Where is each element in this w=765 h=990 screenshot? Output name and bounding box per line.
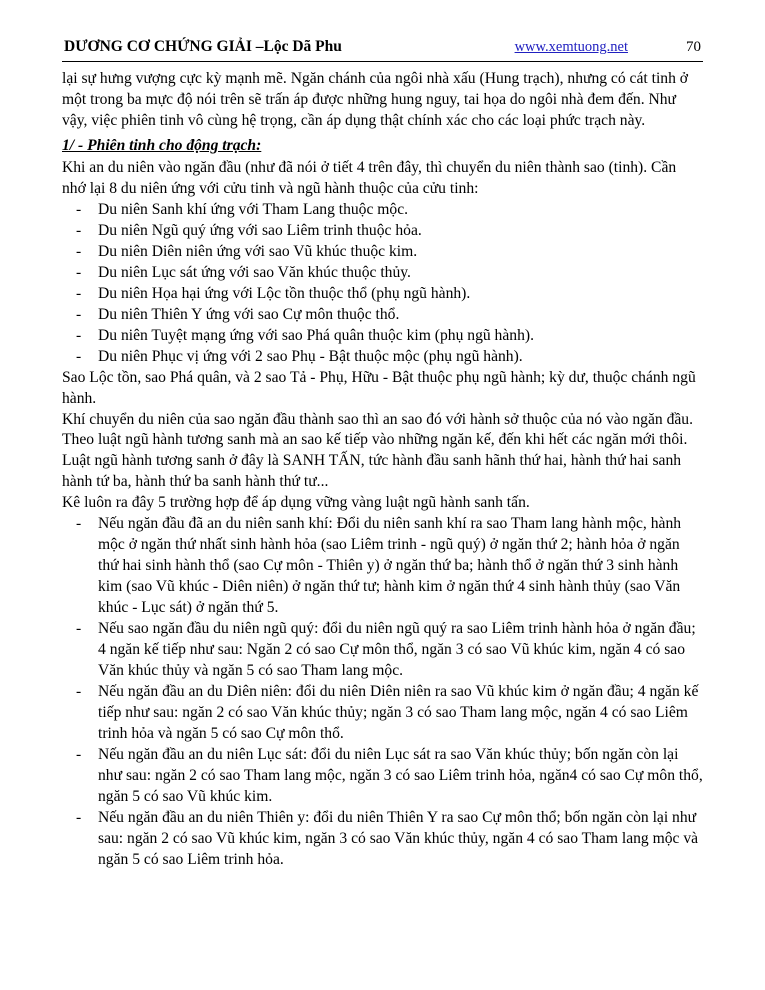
list-item [62,619,703,682]
dash-marker: - [76,200,82,218]
list-item [62,242,703,263]
dash-marker: - [76,263,82,281]
section-heading: 1/ - Phiên tinh cho động trạch: [62,136,262,154]
page-header [62,38,703,61]
paragraph-2: Sao Lộc tồn, sao Phá quân, và 2 sao Tả - Phụ, Hữu - Bật thuộc phụ ngũ hành; kỳ dư, thuộc chánh ngũ hành. [62,368,696,407]
list-item-text: Du niên Sanh khí ứng với Tham Lang thuộc mộc. [98,200,409,218]
intro-paragraph: lại sự hưng vượng cực kỳ mạnh mẽ. Ngăn chánh của ngôi nhà xấu (Hung trạch), nhưng có cát tinh ở một trong ba mực độ nói trên sẽ trấn áp được những hung nguy, tai họa do ngôi nhà đem đến. Như vậy, việc phiên tinh vô cùng hệ trọng, cần áp dụng thật chính xác cho các loại phức trạch này. [62,70,689,129]
paragraph-3: Khí chuyển du niên của sao ngăn đầu thành sao thì an sao đó với hành sở thuộc của nó vào ngăn đầu. Theo luật ngũ hành tương sanh mà an sao kế tiếp vào những ngăn kế, đến khi hết các ngăn mới thôi. Luật ngũ hành tương sanh ở đây là SANH TẤN, tức hành đầu sanh hãnh thứ hai, hành thứ hai sanh hành tứ ba, hành thứ ba sanh hành thứ tư... [62,410,693,491]
dash-marker: - [76,242,82,260]
dash-marker: - [76,746,82,763]
list-item [62,347,703,368]
dash-marker: - [76,347,82,365]
list-item-text: Du niên Lục sát ứng với sao Văn khúc thuộc thủy. [98,263,411,281]
list-item-text: Nếu ngăn đầu an du niên Lục sát: đổi du niên Lục sát ra sao Văn khúc thủy; bốn ngăn còn lại như sau: ngăn 2 có sao Tham lang mộc, ngăn 3 có sao Liêm trinh hỏa, ngăn4 có sao Cự môn thổ, ngăn 5 có sao Vũ khúc kim. [98,746,703,805]
dash-marker: - [76,221,82,239]
list-item-text: Nếu ngăn đầu an du niên Thiên y: đổi du niên Thiên Y ra sao Cự môn thổ; bốn ngăn còn lại như sau: ngăn 2 có sao Vũ khúc kim, ngăn 3 có sao Văn khúc thủy, ngăn 4 có sao Tham lang mộc và ngăn 5 có sao Liêm trinh hỏa. [98,808,699,868]
book-title: DƯƠNG CƠ CHỨNG GIẢI –Lộc Dã Phu [64,38,342,55]
dash-marker: - [76,284,82,302]
list-item [62,221,703,242]
paragraph-4: Kê luôn ra đây 5 trường hợp để áp dụng vững vàng luật ngũ hành sanh tấn. [62,494,530,512]
du-nien-list [62,200,703,368]
list-item-text: Du niên Họa hại ứng với Lộc tồn thuộc thổ (phụ ngũ hành). [98,284,471,302]
header-divider [62,61,703,62]
page-body [62,69,703,871]
list-item-text: Nếu sao ngăn đầu du niên ngũ quý: đổi du niên ngũ quý ra sao Liêm trinh hành hỏa ở ngăn đầu; 4 ngăn kế tiếp như sau: Ngăn 2 có sao Cự môn thổ, ngăn 3 có sao Vũ khúc kim, ngăn 4 có sao Văn khúc thủy và ngăn 5 có sao Tham lang mộc. [98,620,696,680]
list-item [62,682,703,745]
paragraph-after-heading: Khi an du niên vào ngăn đầu (như đã nói ở tiết 4 trên đây, thì chuyển du niên thành sao (tinh). Cần nhớ lại 8 du niên ứng với cửu tinh và ngũ hành thuộc của cửu tinh: [62,158,677,197]
list-item-text: Du niên Thiên Y ứng với sao Cự môn thuộc thổ. [98,305,400,323]
list-item [62,326,703,347]
list-item-text: Nếu ngăn đầu an du Diên niên: đổi du niên Diên niên ra sao Vũ khúc kim ở ngăn đầu; 4 ngăn kế tiếp như sau: ngăn 2 có sao Văn khúc thủy; ngăn 3 có sao Tham lang mộc, ngăn 4 có sao Liêm trinh hỏa và ngăn 5 có sao Cự môn thổ. [98,683,699,743]
list-item [62,514,703,619]
website-link[interactable]: www.xemtuong.net [514,39,628,55]
list-item [62,305,703,326]
list-item [62,200,703,221]
dash-marker: - [76,305,82,323]
cases-list [62,514,703,870]
dash-marker: - [76,683,82,701]
page-number: 70 [686,39,701,55]
list-item-text: Du niên Phục vị ứng với 2 sao Phụ - Bật thuộc mộc (phụ ngũ hành). [98,347,523,365]
dash-marker: - [76,515,82,533]
dash-marker: - [76,808,82,826]
dash-marker: - [76,620,82,638]
list-item-text: Du niên Diên niên ứng với sao Vũ khúc thuộc kim. [98,242,418,260]
list-item [62,745,703,808]
list-item-text: Du niên Ngũ quý ứng với sao Liêm trinh thuộc hỏa. [98,221,422,239]
list-item-text: Du niên Tuyệt mạng ứng với sao Phá quân thuộc kim (phụ ngũ hành). [98,326,534,344]
list-item [62,284,703,305]
list-item [62,808,703,871]
dash-marker: - [76,326,82,344]
list-item-text: Nếu ngăn đầu đã an du niên sanh khí: Đổi du niên sanh khí ra sao Tham lang hành mộc, hành mộc ở ngăn thứ nhất sinh hành hỏa (sao Liêm trinh - ngũ quý) ở ngăn thứ 2; hành hỏa ở ngăn thứ hai sinh hành thổ (sao Cự môn - Thiên y) ở ngăn thứ ba; hành thổ ở ngăn thứ 3 sinh hành kim (sao Vũ khúc - Diên niên) ở ngăn thứ tư; hành kim ở ngăn thứ 4 sinh hành thủy (sao Văn khúc - Lục sát) ở ngăn thứ 5. [98,515,682,617]
list-item [62,263,703,284]
